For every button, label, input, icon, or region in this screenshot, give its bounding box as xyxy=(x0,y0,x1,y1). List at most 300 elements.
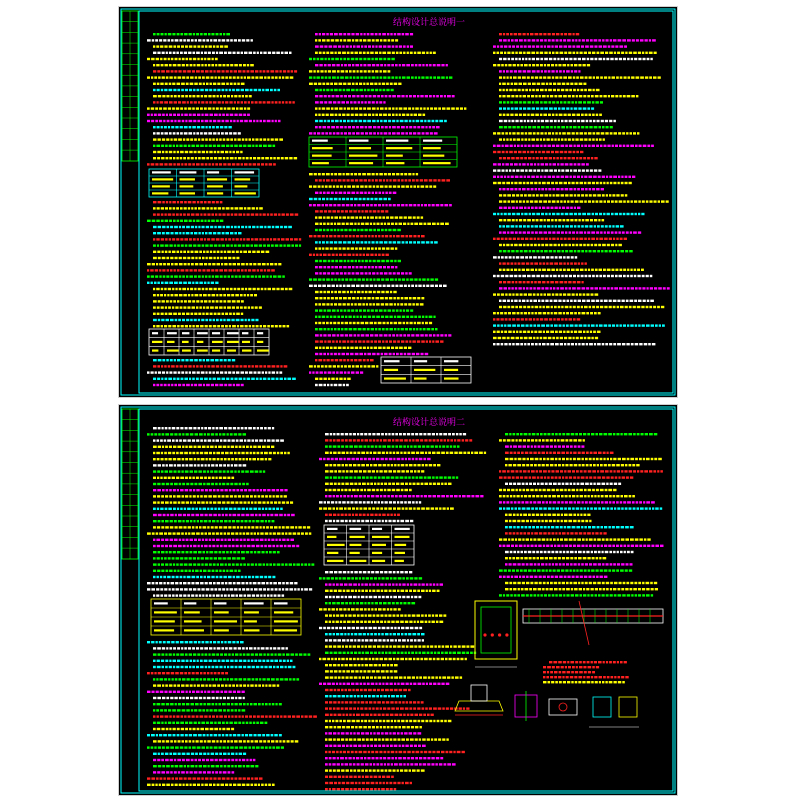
text-glyph xyxy=(430,76,433,78)
text-glyph xyxy=(557,126,560,128)
text-glyph xyxy=(238,213,242,215)
text-glyph xyxy=(225,151,228,153)
text-glyph xyxy=(272,489,276,491)
text-glyph xyxy=(166,138,169,140)
text-glyph xyxy=(174,483,178,485)
text-glyph xyxy=(566,324,569,326)
text-glyph xyxy=(507,262,510,264)
text-glyph xyxy=(555,343,559,345)
text-glyph xyxy=(382,204,384,206)
text-glyph xyxy=(236,107,239,109)
text-glyph xyxy=(565,120,568,122)
text-glyph xyxy=(574,58,577,60)
text-glyph xyxy=(169,464,173,466)
text-glyph xyxy=(391,285,394,287)
text-glyph xyxy=(147,263,151,265)
text-glyph xyxy=(230,157,234,159)
text-glyph xyxy=(571,101,574,103)
text-glyph xyxy=(194,470,197,472)
text-glyph xyxy=(510,163,513,165)
text-glyph xyxy=(179,257,182,259)
text-glyph xyxy=(328,378,330,380)
text-glyph xyxy=(232,251,235,253)
text-glyph xyxy=(424,204,427,206)
text-glyph xyxy=(532,219,535,221)
text-glyph xyxy=(497,343,500,345)
text-glyph xyxy=(561,318,564,320)
text-glyph xyxy=(595,337,598,339)
text-glyph xyxy=(327,285,331,287)
text-glyph xyxy=(545,300,548,302)
text-glyph xyxy=(343,285,346,287)
text-glyph xyxy=(205,120,209,122)
text-glyph xyxy=(157,70,160,72)
text-glyph xyxy=(531,306,533,308)
text-glyph xyxy=(237,300,241,302)
text-glyph xyxy=(317,76,320,78)
text-glyph xyxy=(201,532,204,534)
text-glyph xyxy=(331,107,334,109)
text-glyph xyxy=(405,241,408,243)
text-glyph xyxy=(317,235,320,237)
text-glyph xyxy=(558,300,561,302)
text-glyph xyxy=(369,210,372,212)
text-glyph xyxy=(514,182,517,184)
text-glyph xyxy=(551,312,553,314)
text-glyph xyxy=(240,294,243,296)
text-glyph xyxy=(159,120,162,122)
text-glyph xyxy=(222,501,225,503)
text-glyph xyxy=(563,324,565,326)
text-glyph xyxy=(600,300,603,302)
text-glyph xyxy=(237,526,239,528)
text-glyph xyxy=(571,331,573,333)
text-glyph xyxy=(273,145,276,147)
text-glyph xyxy=(334,291,337,293)
text-glyph xyxy=(164,101,168,103)
text-glyph xyxy=(387,322,389,324)
text-glyph xyxy=(578,262,580,264)
text-glyph xyxy=(227,107,230,109)
text-glyph xyxy=(635,287,638,289)
text-glyph xyxy=(331,39,335,41)
text-glyph xyxy=(352,126,355,128)
text-glyph xyxy=(196,489,199,491)
text-glyph xyxy=(504,324,506,326)
text-glyph xyxy=(198,138,200,140)
text-glyph xyxy=(377,120,380,122)
text-glyph xyxy=(349,235,352,237)
text-glyph xyxy=(193,520,195,522)
text-glyph xyxy=(155,163,158,165)
text-glyph xyxy=(174,282,178,284)
text-glyph xyxy=(622,343,626,345)
text-glyph xyxy=(499,101,502,103)
text-glyph xyxy=(182,384,185,386)
text-glyph xyxy=(194,101,197,103)
text-glyph xyxy=(168,306,171,308)
text-glyph xyxy=(184,378,188,380)
text-glyph xyxy=(276,371,278,373)
text-glyph xyxy=(228,520,231,522)
table-cell-text xyxy=(235,192,256,194)
text-glyph xyxy=(236,163,239,165)
text-glyph xyxy=(381,316,384,318)
text-glyph xyxy=(279,371,282,373)
text-glyph xyxy=(547,269,551,271)
text-glyph xyxy=(577,89,579,91)
text-glyph xyxy=(234,226,237,228)
text-glyph xyxy=(595,269,598,271)
text-glyph xyxy=(533,300,537,302)
text-glyph xyxy=(261,163,264,165)
text-glyph xyxy=(322,247,324,249)
text-glyph xyxy=(217,263,221,265)
text-glyph xyxy=(322,278,325,280)
text-glyph xyxy=(385,204,387,206)
text-glyph xyxy=(569,318,573,320)
text-glyph xyxy=(342,52,346,54)
text-glyph xyxy=(561,275,564,277)
text-glyph xyxy=(238,132,241,134)
text-glyph xyxy=(563,39,566,41)
text-glyph xyxy=(531,207,534,209)
text-glyph xyxy=(520,194,523,196)
text-glyph xyxy=(163,107,167,109)
text-glyph xyxy=(614,132,618,134)
text-glyph xyxy=(326,52,329,54)
text-glyph xyxy=(346,114,349,116)
text-glyph xyxy=(309,371,311,373)
text-glyph xyxy=(411,334,414,336)
text-glyph xyxy=(343,89,346,91)
text-glyph xyxy=(157,83,160,85)
text-glyph xyxy=(322,241,325,243)
text-glyph xyxy=(498,337,502,339)
text-glyph xyxy=(153,244,156,246)
text-glyph xyxy=(276,378,279,380)
text-glyph xyxy=(230,232,233,234)
text-glyph xyxy=(382,247,385,249)
text-glyph xyxy=(356,272,360,274)
text-glyph xyxy=(582,39,585,41)
text-glyph xyxy=(188,294,190,296)
text-glyph xyxy=(497,169,500,171)
text-glyph xyxy=(169,157,172,159)
text-glyph xyxy=(285,157,289,159)
text-glyph xyxy=(559,45,563,47)
text-glyph xyxy=(242,458,244,460)
text-glyph xyxy=(180,238,183,240)
text-glyph xyxy=(154,433,157,435)
text-glyph xyxy=(279,138,283,140)
text-glyph xyxy=(173,114,176,116)
text-glyph xyxy=(161,288,164,290)
text-glyph xyxy=(583,331,585,333)
text-glyph xyxy=(231,226,233,228)
text-glyph xyxy=(517,138,521,140)
text-glyph xyxy=(557,250,561,252)
text-glyph xyxy=(204,132,208,134)
text-glyph xyxy=(529,250,532,252)
text-glyph xyxy=(394,33,397,35)
text-glyph xyxy=(390,260,393,262)
text-glyph xyxy=(156,288,160,290)
text-glyph xyxy=(413,185,416,187)
text-glyph xyxy=(194,483,197,485)
text-glyph xyxy=(337,223,341,225)
text-glyph xyxy=(167,269,169,271)
text-glyph xyxy=(350,204,353,206)
text-glyph xyxy=(334,247,338,249)
text-glyph xyxy=(280,439,284,441)
text-glyph xyxy=(243,213,245,215)
text-glyph xyxy=(205,325,208,327)
text-glyph xyxy=(349,328,353,330)
text-glyph xyxy=(279,70,281,72)
text-glyph xyxy=(326,229,329,231)
text-glyph xyxy=(329,45,333,47)
text-glyph xyxy=(287,514,290,516)
text-glyph xyxy=(188,132,192,134)
text-glyph xyxy=(541,256,545,258)
text-glyph xyxy=(527,219,531,221)
text-glyph xyxy=(594,39,598,41)
text-glyph xyxy=(363,198,366,200)
text-glyph xyxy=(169,446,172,448)
text-glyph xyxy=(352,272,355,274)
text-glyph xyxy=(314,198,318,200)
text-glyph xyxy=(540,337,543,339)
text-glyph xyxy=(537,163,539,165)
text-glyph xyxy=(533,169,536,171)
text-glyph xyxy=(361,285,365,287)
text-glyph xyxy=(276,489,279,491)
text-glyph xyxy=(619,275,623,277)
text-glyph xyxy=(189,244,193,246)
text-glyph xyxy=(413,204,416,206)
text-glyph xyxy=(342,247,345,249)
text-glyph xyxy=(527,95,530,97)
text-glyph xyxy=(192,70,195,72)
text-glyph xyxy=(205,288,208,290)
text-glyph xyxy=(527,163,529,165)
text-glyph xyxy=(172,33,175,35)
text-glyph xyxy=(176,427,179,429)
text-glyph xyxy=(237,325,239,327)
text-glyph xyxy=(177,458,180,460)
text-glyph xyxy=(390,291,392,293)
text-glyph xyxy=(315,316,317,318)
text-glyph xyxy=(523,281,526,283)
text-glyph xyxy=(259,514,262,516)
text-glyph xyxy=(586,287,589,289)
text-glyph xyxy=(394,83,398,85)
text-glyph xyxy=(211,384,214,386)
text-glyph xyxy=(510,138,512,140)
text-glyph xyxy=(335,297,338,299)
text-glyph xyxy=(375,114,378,116)
text-glyph xyxy=(567,343,570,345)
text-glyph xyxy=(333,185,335,187)
text-glyph xyxy=(336,126,339,128)
text-glyph xyxy=(515,107,519,109)
text-glyph xyxy=(573,306,576,308)
text-glyph xyxy=(151,107,155,109)
text-glyph xyxy=(163,514,166,516)
text-glyph xyxy=(623,213,626,215)
text-glyph xyxy=(196,70,200,72)
text-glyph xyxy=(169,238,171,240)
text-glyph xyxy=(404,216,407,218)
text-glyph xyxy=(614,287,618,289)
text-glyph xyxy=(512,169,515,171)
text-glyph xyxy=(361,45,363,47)
text-glyph xyxy=(341,235,343,237)
text-glyph xyxy=(204,263,207,265)
text-glyph xyxy=(222,514,224,516)
text-glyph xyxy=(351,309,354,311)
text-glyph xyxy=(395,223,398,225)
text-glyph xyxy=(238,232,242,234)
text-glyph xyxy=(407,223,409,225)
text-glyph xyxy=(531,95,534,97)
text-glyph xyxy=(355,247,358,249)
text-glyph xyxy=(411,64,414,66)
text-glyph xyxy=(242,138,245,140)
text-glyph xyxy=(559,132,561,134)
text-glyph xyxy=(605,250,608,252)
text-glyph xyxy=(314,235,317,237)
text-glyph xyxy=(223,319,225,321)
text-glyph xyxy=(249,95,252,97)
text-glyph xyxy=(538,312,542,314)
text-glyph xyxy=(337,101,340,103)
text-glyph xyxy=(227,433,229,435)
text-glyph xyxy=(240,439,244,441)
text-glyph xyxy=(578,70,580,72)
text-glyph xyxy=(242,508,245,510)
text-glyph xyxy=(343,58,346,60)
text-glyph xyxy=(178,120,181,122)
text-glyph xyxy=(177,45,180,47)
text-glyph xyxy=(365,210,369,212)
text-glyph xyxy=(279,244,282,246)
text-glyph xyxy=(324,340,326,342)
text-glyph xyxy=(506,269,509,271)
table-cell-text xyxy=(152,192,168,194)
text-glyph xyxy=(322,107,326,109)
text-glyph xyxy=(328,76,331,78)
text-glyph xyxy=(234,288,237,290)
text-glyph xyxy=(363,297,366,299)
text-glyph xyxy=(385,107,388,109)
text-glyph xyxy=(339,340,341,342)
text-glyph xyxy=(325,247,328,249)
text-glyph xyxy=(240,325,244,327)
text-glyph xyxy=(344,64,347,66)
text-glyph xyxy=(223,300,226,302)
text-glyph xyxy=(200,514,203,516)
text-glyph xyxy=(166,464,168,466)
text-glyph xyxy=(226,83,229,85)
text-glyph xyxy=(325,365,328,367)
text-glyph xyxy=(532,275,536,277)
text-glyph xyxy=(552,213,555,215)
text-glyph xyxy=(416,303,419,305)
text-glyph xyxy=(607,200,610,202)
text-glyph xyxy=(369,229,373,231)
text-glyph xyxy=(209,458,212,460)
table-cell-text xyxy=(312,147,333,149)
text-glyph xyxy=(220,33,223,35)
text-glyph xyxy=(395,347,398,349)
text-glyph xyxy=(521,145,524,147)
text-glyph xyxy=(589,343,593,345)
text-glyph xyxy=(220,95,222,97)
text-glyph xyxy=(536,138,539,140)
text-glyph xyxy=(347,241,351,243)
text-glyph xyxy=(581,163,585,165)
text-glyph xyxy=(248,427,252,429)
text-glyph xyxy=(315,272,318,274)
text-glyph xyxy=(554,169,557,171)
text-glyph xyxy=(413,95,416,97)
text-glyph xyxy=(166,257,169,259)
text-glyph xyxy=(493,52,496,54)
text-glyph xyxy=(229,325,231,327)
text-glyph xyxy=(413,297,417,299)
text-glyph xyxy=(503,39,507,41)
text-glyph xyxy=(609,194,611,196)
text-glyph xyxy=(209,371,212,373)
text-glyph xyxy=(599,45,603,47)
text-glyph xyxy=(573,89,576,91)
text-glyph xyxy=(309,70,312,72)
text-glyph xyxy=(179,288,182,290)
text-glyph xyxy=(607,213,610,215)
text-glyph xyxy=(194,359,198,361)
text-glyph xyxy=(194,151,197,153)
text-glyph xyxy=(600,231,603,233)
text-glyph xyxy=(180,33,183,35)
text-glyph xyxy=(152,39,155,41)
text-glyph xyxy=(231,95,233,97)
text-glyph xyxy=(178,101,181,103)
text-glyph xyxy=(220,458,223,460)
text-glyph xyxy=(417,241,420,243)
text-glyph xyxy=(194,319,197,321)
text-glyph xyxy=(528,157,531,159)
text-glyph xyxy=(213,452,215,454)
text-glyph xyxy=(199,526,202,528)
text-glyph xyxy=(415,285,417,287)
text-glyph xyxy=(606,194,608,196)
text-glyph xyxy=(228,163,231,165)
text-glyph xyxy=(230,483,233,485)
text-glyph xyxy=(181,114,183,116)
text-glyph xyxy=(248,526,251,528)
text-glyph xyxy=(528,312,530,314)
text-glyph xyxy=(190,64,193,66)
text-glyph xyxy=(561,213,564,215)
text-glyph xyxy=(511,58,514,60)
text-glyph xyxy=(401,95,404,97)
text-glyph xyxy=(262,371,264,373)
text-glyph xyxy=(560,157,563,159)
text-glyph xyxy=(214,313,217,315)
text-glyph xyxy=(594,343,596,345)
